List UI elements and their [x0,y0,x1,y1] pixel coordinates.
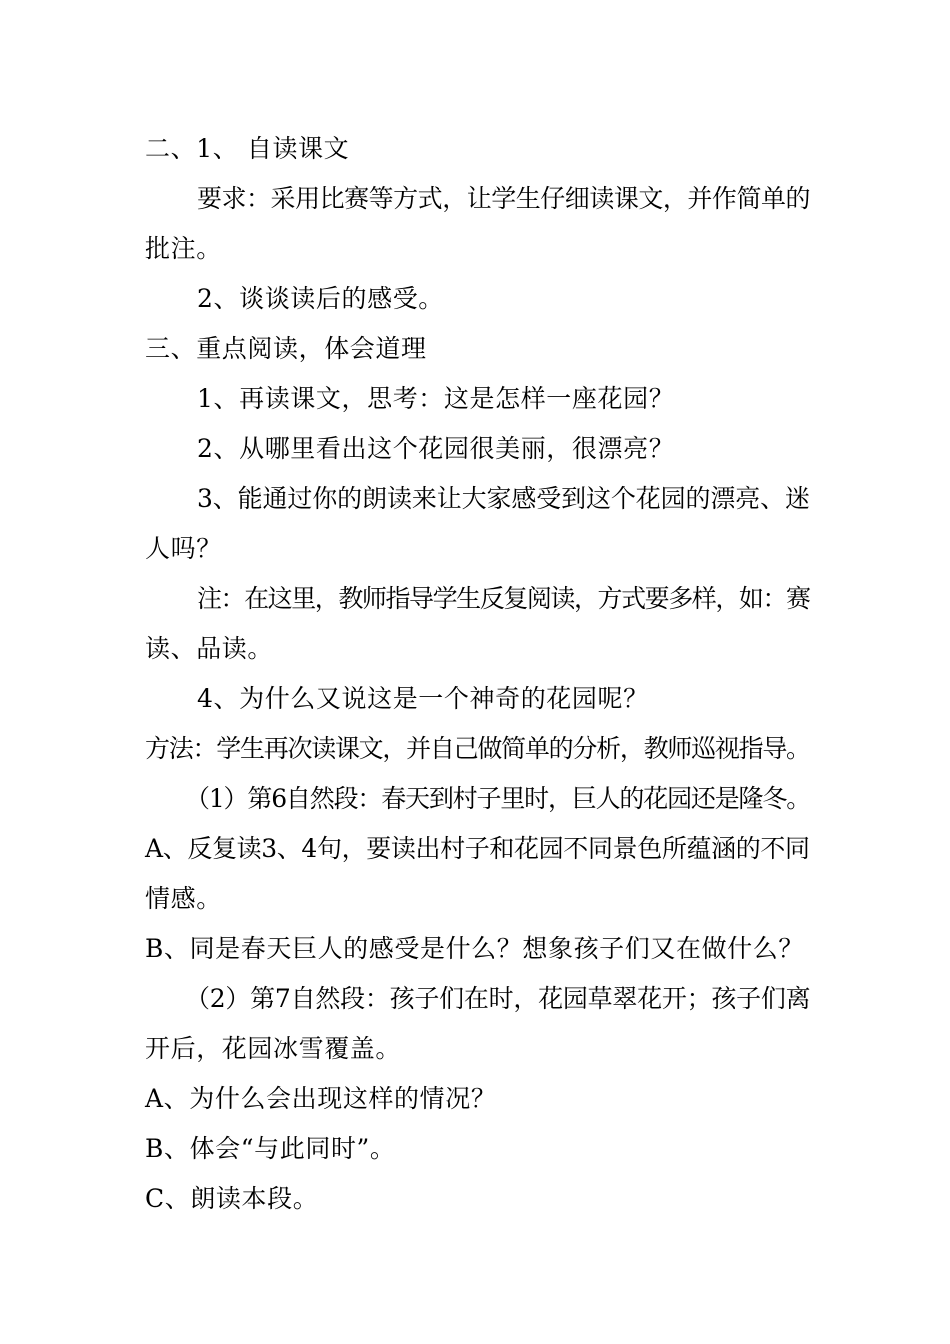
paragraph-line [0,224,950,274]
text-line: 4、为什么又说这是一个神奇的花园呢？ [197,684,649,713]
text-line: （1）第6自然段：春天到村子里时，巨人的花园还是隆冬。 [185,784,811,813]
text-line: 方法：学生再次读课文，并自己做简单的分析，教师巡视指导。 [145,734,810,763]
text-line: 2、谈谈读后的感受。 [197,284,444,313]
text-line: 1、再读课文，思考：这是怎样一座花园？ [197,384,675,413]
section-heading-3 [0,324,950,374]
text-line: （2）第7自然段：孩子们在时，花园草翠花开；孩子们离 [185,984,811,1013]
list-item [0,474,950,524]
sub-item [0,1074,950,1124]
text-line: B、同是春天巨人的感受是什么？想象孩子们又在做什么？ [145,934,804,963]
method-line [0,724,950,774]
paragraph-line [0,174,950,224]
text-line: A、反复读3、4句，要读出村子和花园不同景色所蕴涵的不同 [145,834,810,863]
list-item [0,374,950,424]
text-line: 要求：采用比赛等方式，让学生仔细读课文，并作简单的 [197,184,811,213]
text-line: 情感。 [145,884,222,913]
text-line: 注：在这里，教师指导学生反复阅读，方式要多样，如：赛 [197,584,810,613]
text-line: 三、重点阅读，体会道理 [145,334,427,363]
sub-item [0,1174,950,1224]
sub-item [0,924,950,974]
text-line: 人吗？ [145,534,222,563]
list-item [0,274,950,324]
text-line: 3、能通过你的朗读来让大家感受到这个花园的漂亮、迷 [197,484,810,513]
note-line [0,574,950,624]
text-line: 读、品读。 [145,634,274,663]
paragraph-line [0,624,950,674]
sub-item [0,974,950,1024]
text-line: A、为什么会出现这样的情况？ [145,1084,497,1113]
paragraph-line [0,874,950,924]
list-item [0,674,950,724]
text-line: 2、从哪里看出这个花园很美丽，很漂亮？ [197,434,675,463]
text-line: 批注。 [145,234,222,263]
list-item [0,424,950,474]
text-line: 开后，花园冰雪覆盖。 [145,1034,402,1063]
sub-item [0,1124,950,1174]
sub-item [0,824,950,874]
text-line: C、朗读本段。 [145,1184,319,1213]
text-line: B、体会“与此同时”。 [145,1134,396,1163]
paragraph-line [0,524,950,574]
text-line: 二、1、 自读课文 [145,134,350,163]
sub-item [0,774,950,824]
section-heading-2 [0,124,950,174]
paragraph-line [0,1024,950,1074]
